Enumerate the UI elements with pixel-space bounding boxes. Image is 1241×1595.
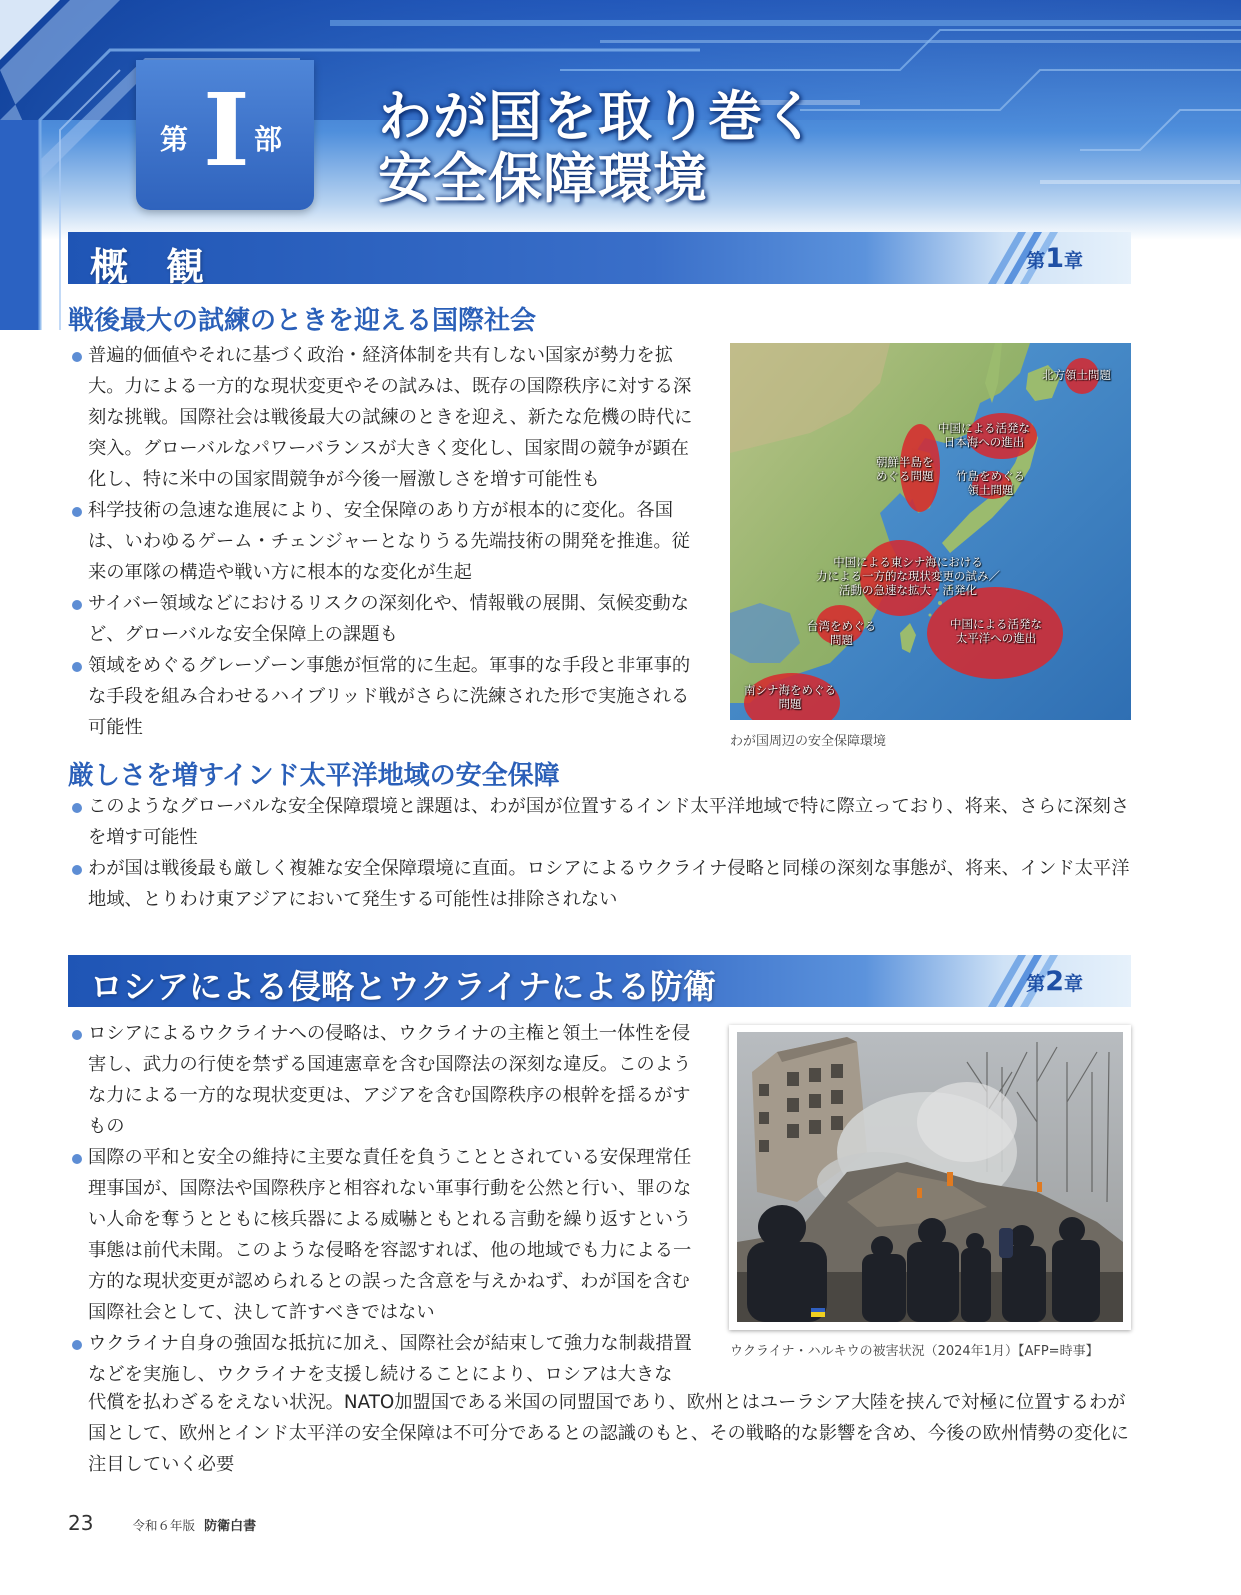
- footer-book-title: 防衛白書: [204, 1519, 257, 1534]
- overview-bullet-list-1: [70, 340, 702, 743]
- map-label-minamishina: 南シナ海をめぐる 問題: [744, 683, 836, 711]
- list-item: ウクライナ自身の強固な抵抗に加え、国際社会が結束して強力な制裁措置などを実施し、ウクライナを支援し続けることにより、ロシアは大きな: [70, 1328, 702, 1390]
- part-bu: 部: [254, 123, 283, 156]
- part-numeral: I: [203, 71, 250, 189]
- part-dai: 第: [160, 123, 189, 156]
- kharkiv-photo-frame: [729, 1025, 1131, 1330]
- overview-band-title: 概 観: [90, 245, 205, 284]
- chapter-1-label: 第1章: [1026, 243, 1083, 274]
- list-item: サイバー領域などにおけるリスクの深刻化や、情報戦の展開、気候変動など、グローバルな安全保障上の課題も: [70, 588, 702, 650]
- kharkiv-damage-photo: [737, 1032, 1123, 1322]
- photo-caption: ウクライナ・ハルキウの被害状況（2024年1月）【AFP=時事】: [730, 1344, 1099, 1359]
- russia-bullet-list: [70, 1018, 702, 1390]
- russia-band-title: ロシアによる侵略とウクライナによる防衛: [90, 967, 717, 1006]
- chapter-2-label: 第2章: [1026, 966, 1083, 997]
- map-label-taiwan: 台湾をめぐる 問題: [807, 619, 876, 647]
- page-number: 23: [68, 1511, 94, 1535]
- map-label-takeshima: 竹島をめぐる 領土問題: [956, 469, 1025, 497]
- page-footer: [68, 1511, 256, 1535]
- russia-section-band: [68, 955, 1131, 1007]
- list-item: ロシアによるウクライナへの侵略は、ウクライナの主権と領土一体性を侵害し、武力の行使を禁ずる国連憲章を含む国際法の深刻な違反。このような力による一方的な現状変更は、アジアを含む国際秩序の根幹を揺るがすもの: [70, 1018, 702, 1142]
- subhead-international-society: 戦後最大の試練のときを迎える国際社会: [68, 306, 537, 336]
- list-item: わが国は戦後最も厳しく複雑な安全保障環境に直面。ロシアによるウクライナ侵略と同様の深刻な事態が、将来、インド太平洋地域、とりわけ東アジアにおいて発生する可能性は排除されない: [70, 853, 1133, 915]
- security-environment-map: [730, 343, 1131, 720]
- list-item: 科学技術の急速な進展により、安全保障のあり方が根本的に変化。各国は、いわゆるゲーム・チェンジャーとなりうる先端技術の開発を推進。従来の軍隊の構造や戦い方に根本的な変化が生起: [70, 495, 702, 588]
- list-item: 国際の平和と安全の維持に主要な責任を負うこととされている安保理常任理事国が、国際法や国際秩序と相容れない軍事行動を公然と行い、罪のない人命を奪うとともに核兵器による威嚇ともとれる言動を繰り返すという事態は前代未聞。このような侵略を容認すれば、他の地域でも力による一方的な現状変更が認められるとの誤った含意を与えかねず、わが国を含む国際社会として、決して許すべきではない: [70, 1142, 702, 1328]
- part-title-line1: わが国を取り巻く: [378, 85, 818, 148]
- part-title: [378, 86, 818, 210]
- map-caption: わが国周辺の安全保障環境: [730, 734, 887, 749]
- map-label-hoppo: 北方領土問題: [1042, 368, 1111, 382]
- part-title-line2: 安全保障環境: [378, 147, 708, 210]
- list-item: 領域をめぐるグレーゾーン事態が恒常的に生起。軍事的な手段と非軍事的な手段を組み合わせるハイブリッド戦がさらに洗練された形で実施される可能性: [70, 650, 702, 743]
- overview-bullet-list-2: [70, 791, 1133, 915]
- russia-bullet-3-continued: 代償を払わざるをえない状況。NATO加盟国である米国の同盟国であり、欧州とはユーラシア大陸を挟んで対極に位置するわが国として、欧州とインド太平洋の安全保障は不可分であるとの認識のもと、その戦略的な影響を含め、今後の欧州情勢の変化に注目していく必要: [88, 1392, 1129, 1475]
- subhead-indo-pacific: 厳しさを増すインド太平洋地域の安全保障: [68, 761, 560, 791]
- list-item: 普遍的価値やそれに基づく政治・経済体制を共有しない国家が勢力を拡大。力による一方的な現状変更やその試みは、既存の国際秩序に対する深刻な挑戦。国際社会は戦後最大の試練のときを迎え、新たな危機の時代に突入。グローバルなパワーバランスが大きく変化し、国家間の競争が顕在化し、特に米中の国家間競争が今後一層激しさを増す可能性も: [70, 340, 702, 495]
- map-label-taiheiyo: 中国による活発な 太平洋への進出: [950, 617, 1042, 645]
- part-label-tab: [136, 60, 314, 210]
- list-item: このようなグローバルな安全保障環境と課題は、わが国が位置するインド太平洋地域で特に際立っており、将来、さらに深刻さを増す可能性: [70, 791, 1133, 853]
- footer-edition: 令和６年版: [132, 1518, 196, 1533]
- map-label-chosen: 朝鮮半島を めぐる問題: [876, 455, 934, 483]
- map-label-higashishina: 中国による東シナ海における 力による一方的な現状変更の試み／ 活動の急速な拡大・活発化: [816, 555, 1000, 597]
- overview-section-band: [68, 232, 1131, 284]
- map-label-nihonkai: 中国による活発な 日本海への進出: [938, 421, 1030, 449]
